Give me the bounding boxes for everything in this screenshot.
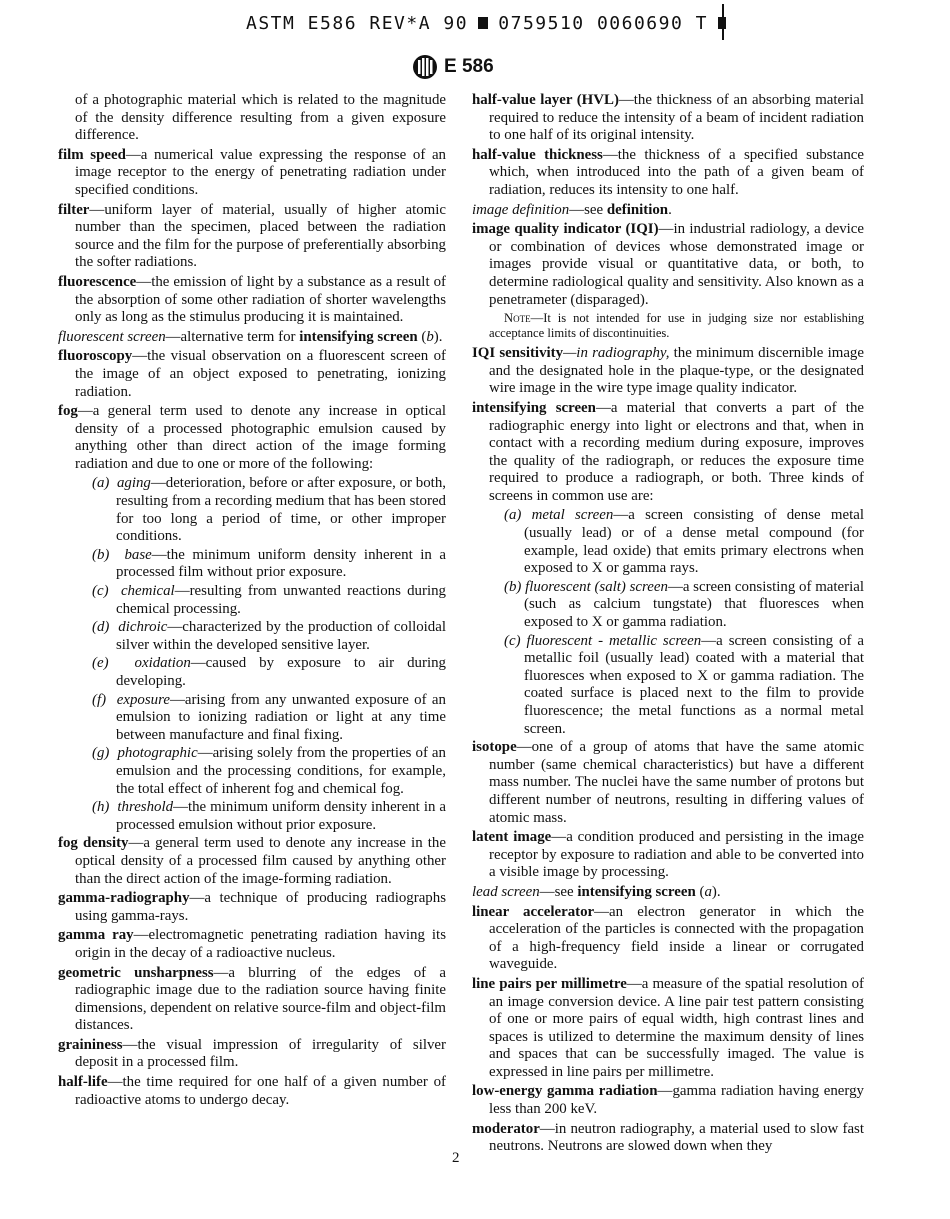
entry-iqi-sensitivity: IQI sensitivity—in radiography, the minimum discernible image and the designated hole in the plaque-type, or the designated wire image in the wire type image quality indicator. — [472, 345, 864, 397]
entry-half-value-layer: half-value layer (HVL)—the thickness of an absorbing material required to reduce the intensity of a beam of incident radiation to one half of its original intensity. — [472, 92, 864, 144]
code-line-1: ASTM E586 REV*A 90 — [246, 12, 469, 34]
entry-filter: filter—uniform layer of material, usually of higher atomic number than the specimen, placed between the radiation source and the film for the purpose of preferentially absorbing the softer radiations. — [58, 201, 446, 271]
entry-film-speed: film speed—a numerical value expressing the response of an image receptor to the energy of penetrating radiation under specified conditions. — [58, 146, 447, 198]
fog-item-base: (b) base—the minimum uniform density inherent in a processed film without prior exposure. — [92, 546, 446, 581]
entry-fog-density: fog density—a general term used to denote any increase in the optical density of a processed film caused by anything other than the direct action of the image-forming radiation. — [58, 835, 446, 887]
entry-linear-accelerator: linear accelerator—an electron generator in which the acceleration of the particles is connected with the propagation of a high-frequency field inside a linear or corrugated waveguide. — [472, 903, 864, 973]
entry-half-life: half-life—the time required for one half of a given number of radioactive atoms to undergo decay. — [58, 1074, 446, 1108]
entry-fluorescence: fluorescence—the emission of light by a substance as a result of the absorption of some other radiation of shorter wavelengths only as long as the stimulus producing it is maintained. — [58, 273, 446, 326]
entry-line-pairs-per-millimetre: line pairs per millimetre—a measure of the spatial resolution of an image conversion device. A line pair test pattern consisting of one or more pairs of equal width, high contrast lines and spaces is utilized to determine the maximum density of lines and spaces that can be successfully imaged. The value is expressed in line pairs per millimetre. — [472, 975, 864, 1080]
fog-item-threshold: (h) threshold—the minimum uniform density inherent in a processed emulsion without prior exposure. — [92, 799, 447, 833]
screen-item-fluorescent-salt: (b) fluorescent (salt) screen—a screen consisting of material (such as calcium tungstate) that fluoresces when exposed to X or gamma radiation. — [504, 578, 864, 631]
screen-item-metal: (a) metal screen—a screen consisting of dense metal (usually lead) or of a dense metal compound (for example, lead oxide) that emits primary electrons when exposed to X or gamma rays. — [504, 507, 864, 577]
fog-item-aging: (a) aging—deterioration, before or after exposure, or both, resulting from a recording medium that has been stored for too long a period of time, or other improper conditions. — [92, 475, 446, 545]
entry-gamma-ray: gamma ray—electromagnetic penetrating radiation having its origin in the decay of a radioactive nucleus. — [58, 927, 446, 961]
fog-item-photographic: (g) photographic—arising solely from the properties of an emulsion and the processing conditions, for example, the total effect of inherent fog and chemical fog. — [92, 745, 446, 797]
screen-item-fluorescent-metallic: (c) fluorescent - metallic screen—a screen consisting of a metallic foil (usually lead) coated with a material that fluoresces when exposed to X or gamma radiation. The coated surface is placed next to the film to provide fluorescence; the metal functions as a normal metal screen. — [504, 632, 865, 737]
entry-low-energy-gamma-radiation: low-energy gamma radiation—gamma radiation having energy less than 200 keV. — [472, 1083, 864, 1118]
fog-item-dichroic: (d) dichroic—characterized by the production of colloidal silver within the developed sensitive layer. — [92, 619, 446, 653]
right-column — [472, 92, 864, 1158]
entry-fog: fog—a general term used to denote any increase in optical density of a processed photographic emulsion caused by anything other than direct action of the image forming radiation and due to one or more of the following: — [58, 403, 446, 472]
entry-fluoroscopy: fluoroscopy—the visual observation on a fluorescent screen of the image of an object exposed to penetrating, ionizing radiation. — [58, 348, 446, 400]
fog-item-exposure: (f) exposure—arising from any unwanted exposure of an emulsion to ionizing radiation or light at any time between manufacture and final fixing. — [92, 691, 446, 743]
code-line-2: 0759510 0060690 T — [498, 12, 708, 34]
entry-geometric-unsharpness: geometric unsharpness—a blurring of the edges of a radiographic image due to the radiation source having finite dimensions, dependent on relative source-film and object-film distances. — [58, 964, 446, 1034]
astm-emblem-icon — [412, 54, 438, 80]
entry-isotope: isotope—one of a group of atoms that have the same atomic number (same chemical characteristics) but have a different mass number. The nuclei have the same number of protons but different number of neutrons, resulting in differing values of atomic mass. — [472, 739, 864, 826]
entry-image-definition: image definition—see definition. — [472, 201, 672, 218]
header-divider — [722, 4, 724, 40]
redaction-block-1 — [478, 17, 488, 29]
astm-logo — [412, 54, 494, 80]
iqi-note: Note—It is not intended for use in judging size nor establishing acceptance limits of discontinuities. — [489, 311, 864, 341]
entry-latent-image: latent image—a condition produced and persisting in the image receptor by exposure to radiation and able to be converted into a visible image by processing. — [472, 829, 864, 881]
entry-moderator: moderator—in neutron radiography, a material used to slow fast neutrons. Neutrons are slowed down when they — [472, 1120, 864, 1155]
entry-fluorescent-screen: fluorescent screen—alternative term for intensifying screen (b). — [58, 328, 443, 345]
standard-number: E 586 — [444, 56, 494, 77]
document-code-header — [246, 8, 726, 38]
entry-image-quality-indicator: image quality indicator (IQI)—in industrial radiology, a device or combination of devices whose demonstrated image or images provide visual or quantitative data, or both, to determine radiological quality and sensitivity. Also known as a penetrameter (disparaged). — [472, 221, 864, 308]
continued-paragraph: of a photographic material which is related to the magnitude of the density difference resulting from a given exposure difference. — [75, 92, 446, 144]
page-number: 2 — [452, 1150, 460, 1166]
entry-graininess: graininess—the visual impression of irregularity of silver deposit in a processed film. — [58, 1036, 446, 1071]
fog-item-chemical: (c) chemical—resulting from unwanted reactions during chemical processing. — [92, 583, 446, 617]
fog-item-oxidation: (e) oxidation—caused by exposure to air during developing. — [92, 655, 446, 689]
entry-lead-screen: lead screen—see intensifying screen (a). — [472, 883, 721, 900]
entry-intensifying-screen: intensifying screen—a material that converts a part of the radiographic energy into light or electrons and that, when in contact with a recording medium during exposure, improves the quality of the radiograph, or reduces the exposure time required to produce a radiograph, or both. Three kinds of screens in common use are: — [472, 399, 865, 504]
left-column — [58, 92, 446, 1111]
entry-half-value-thickness: half-value thickness—the thickness of a specified substance which, when introduced into the path of a given beam of radiation, reduces its intensity to one half. — [472, 146, 865, 198]
entry-gamma-radiography: gamma-radiography—a technique of producing radiographs using gamma-rays. — [58, 890, 446, 924]
